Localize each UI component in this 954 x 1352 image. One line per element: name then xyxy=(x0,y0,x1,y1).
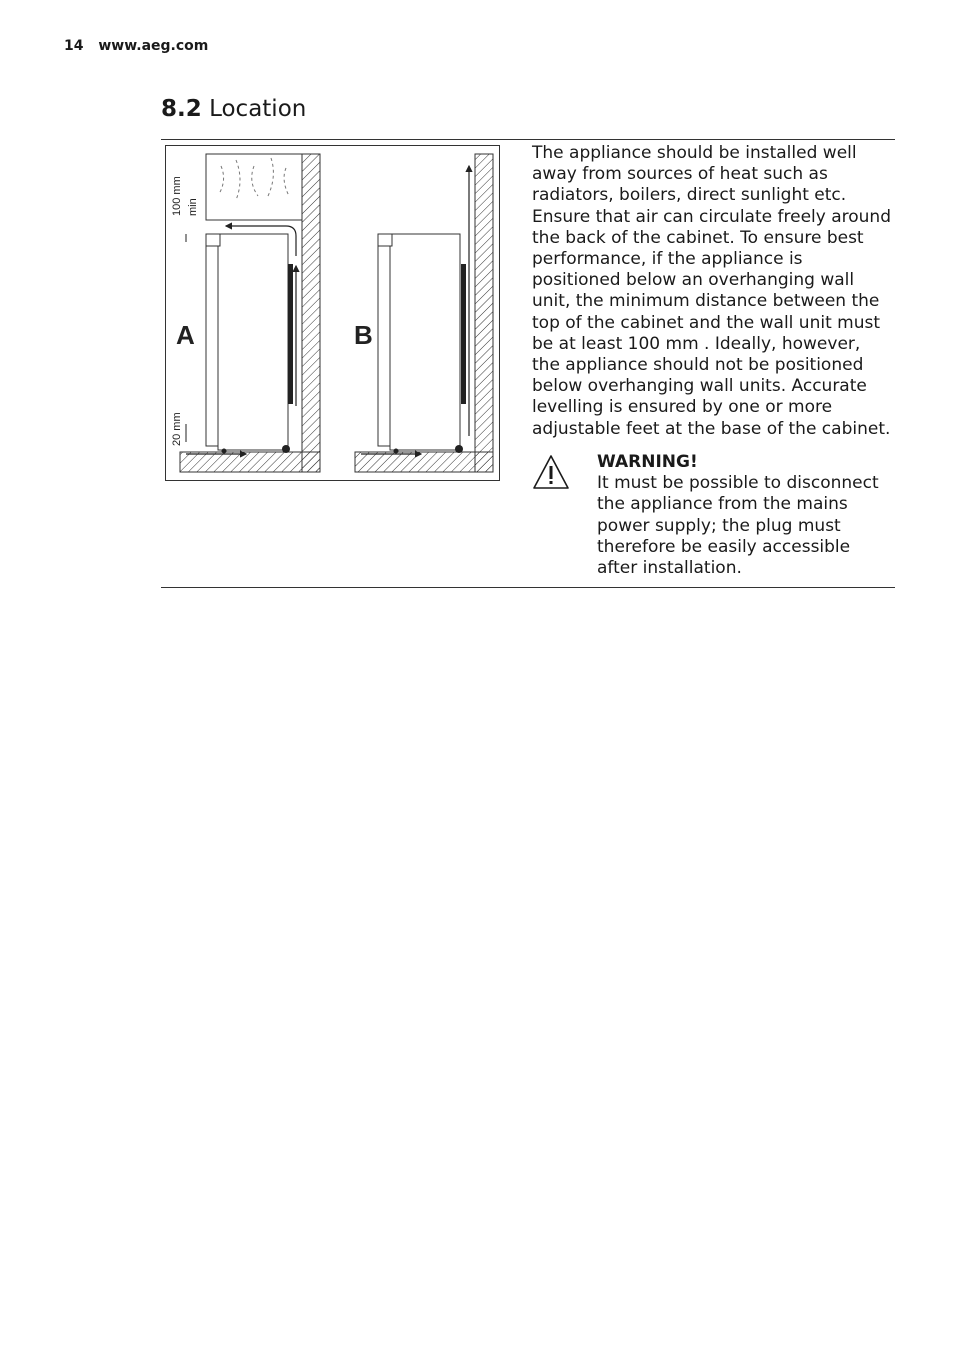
dim-bottom-label: 20 mm xyxy=(171,412,183,446)
section-number: 8.2 xyxy=(161,96,202,122)
warning-text: It must be possible to disconnect the appliance from the mains power supply; the plug must therefore be easily accessible after installation. xyxy=(597,473,879,579)
dim-top-label: 100 mm xyxy=(171,176,183,216)
foot-front-b xyxy=(394,449,399,454)
hinge-b xyxy=(378,234,392,246)
appliance-b xyxy=(390,234,460,450)
door-b xyxy=(378,246,390,446)
diagram-a-label: A xyxy=(176,320,195,350)
wall-unit xyxy=(206,154,302,220)
hinge-a xyxy=(206,234,220,246)
diagram-b-label: B xyxy=(354,320,373,350)
section-title: Location xyxy=(209,96,307,122)
top-divider xyxy=(161,139,895,140)
warning-triangle-icon xyxy=(532,453,570,491)
wall-b xyxy=(475,154,493,472)
section-heading xyxy=(161,96,306,122)
warning-block xyxy=(597,452,893,579)
foot-front-a xyxy=(222,449,227,454)
foot-back-b xyxy=(455,445,463,453)
condenser-a xyxy=(288,264,293,404)
dim-top-min-label: min xyxy=(187,198,199,216)
website-link[interactable]: www.aeg.com xyxy=(98,38,209,54)
page-header xyxy=(64,38,208,54)
floor-b xyxy=(355,452,493,472)
diagram-a xyxy=(171,154,320,472)
foot-back-a xyxy=(282,445,290,453)
wall-a xyxy=(302,154,320,472)
bottom-divider xyxy=(161,587,895,588)
condenser-b xyxy=(461,264,466,404)
installation-diagram xyxy=(165,145,500,481)
warning-title: WARNING! xyxy=(597,452,698,472)
floor-a xyxy=(180,452,320,472)
door-a xyxy=(206,246,218,446)
diagram-b xyxy=(354,154,493,472)
appliance-a xyxy=(218,234,288,450)
page-number: 14 xyxy=(64,38,84,54)
location-description: The appliance should be installed well away from sources of heat such as radiators, boilers, direct sunlight etc. Ensure that air can circulate freely around the back of the cabinet. To ensure best performance, if the appliance is positioned below an overhanging wall unit, the minimum distance between the top of the cabinet and the wall unit must be at least 100 mm . Ideally, however, the appliance should not be positioned below overhanging wall units. Accurate levelling is ensured by one or more adjustable feet at the base of the cabinet. xyxy=(532,143,891,439)
